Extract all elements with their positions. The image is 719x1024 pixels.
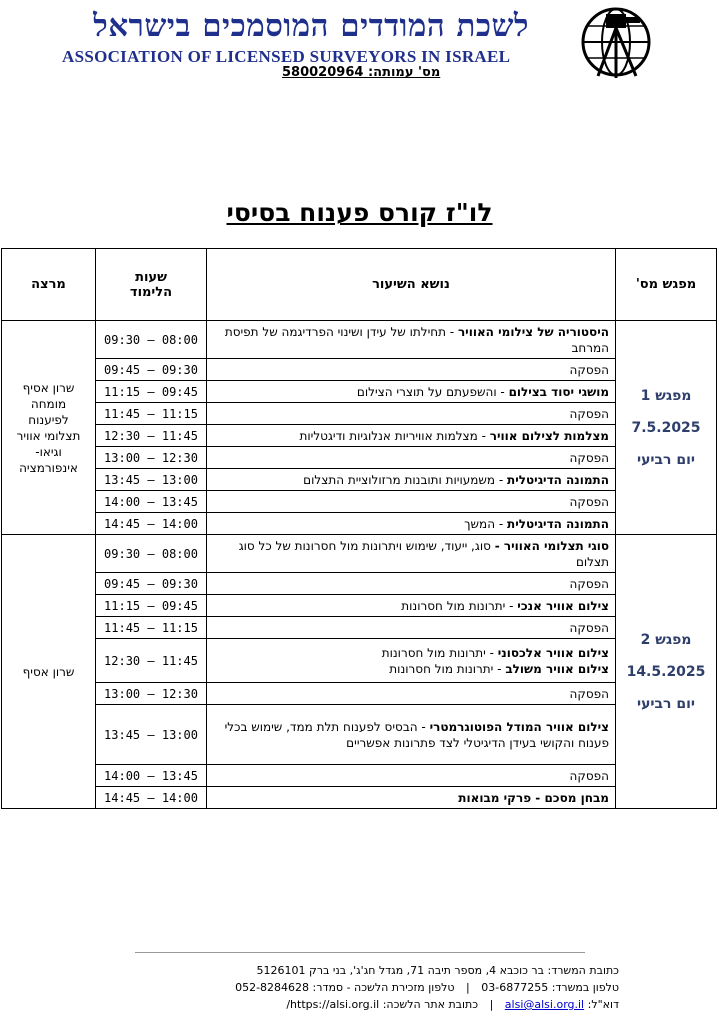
topic-description: - תחילתו של עידן ושינוי הפרדיגמה של תפיסת המרחב [224,324,609,355]
lecturer-line: מומחה [30,396,67,411]
topic-cell [207,535,616,573]
header-hours-line2: הלימוד [129,284,173,300]
table-row [2,381,717,403]
topic-cell [207,469,616,491]
topic-cell [207,447,616,469]
footer-site-url[interactable]: https://alsi.org.il/ [286,998,380,1011]
topic-title: מבחן מסכם - פרקי מבואות [458,790,609,805]
footer-email-label: דוא"ל: [587,998,619,1011]
topic-title: סוגי תצלומי האוויר - [494,538,609,553]
letterhead [0,0,719,90]
table-row [2,403,717,425]
time-cell: 13:00 – 13:45 [96,705,207,765]
topic-title: צילום אוויר אלכסוני [497,645,609,660]
topic-description: הפסקה [569,576,609,591]
topic-title: מצלמות לצילום אוויר [489,428,609,443]
time-cell: 09:45 – 11:15 [96,595,207,617]
time-cell: 13:45 – 14:00 [96,765,207,787]
topic-cell [207,321,616,359]
table-row [2,425,717,447]
session-date: 14.5.2025 [626,663,706,680]
table-row [2,491,717,513]
footer-site-label: כתובת אתר הלשכה: [382,998,479,1011]
table-row [2,469,717,491]
time-cell: 13:00 – 13:45 [96,469,207,491]
time-cell: 08:00 – 09:30 [96,321,207,359]
table-row [2,595,717,617]
footer-phones [235,979,619,996]
topic-cell [207,359,616,381]
session-label: מפגש 1 [640,387,692,404]
footer-email-link[interactable]: alsi@alsi.org.il [504,998,585,1011]
header-hours-line1: שעות [135,269,167,285]
lecturer-line: וגיאו- [35,444,62,459]
topic-cell [207,381,616,403]
topic-description: - משמעויות ותובנות מרזולוציית התצלום [303,472,508,487]
topic-cell [207,705,616,765]
footer [235,962,619,1013]
topic-title: התמונה הדיגיטלית [507,516,609,531]
topic-description: - מצלמות אוויריות אנלוגיות ודיגטליות [299,428,490,443]
topic-cell [207,683,616,705]
footer-address: כתובת המשרד: בר כוכבא 4, מספר תיבה 71, מגדל חג'ג', בני ברק 5126101 [256,964,619,977]
lecturer-line: אינפורמציה [19,460,78,475]
table-row [2,447,717,469]
session-day: יום רביעי [636,695,696,712]
table-row [2,321,717,359]
footer-separator: | [466,981,470,994]
topic-cell [207,639,616,683]
header-topic: נושא השיעור [207,249,616,321]
topic-title: צילום אוויר המודל הפוטוגרמטרי [429,719,609,734]
org-name-english: ASSOCIATION OF LICENSED SURVEYORS IN ISRAEL [62,47,511,66]
time-cell: 09:45 – 11:15 [96,381,207,403]
time-cell: 12:30 – 13:00 [96,683,207,705]
topic-description: הפסקה [569,362,609,377]
topic-description: הפסקה [569,450,609,465]
topic-cell [207,403,616,425]
table-row [2,765,717,787]
time-cell: 14:00 – 14:45 [96,787,207,809]
table-row [2,359,717,381]
table-row [2,683,717,705]
lecturer-line: שרון אסיף [22,664,75,679]
org-name-hebrew: לשכת המודדים המוסמכים בישראל [93,8,529,44]
table-row [2,573,717,595]
topic-title: היסטוריה של צילומי האוויר [457,324,609,339]
time-cell: 11:45 – 12:30 [96,639,207,683]
time-cell: 08:00 – 09:30 [96,535,207,573]
topic-title-2: צילום אוויר משולב [505,661,609,676]
topic-description: סוג, ייעוד, שימוש ויתרונות מול חסרונות של כל סוג תצלום [238,538,609,569]
topic-cell [207,573,616,595]
topic-cell [207,425,616,447]
time-cell: 12:30 – 13:00 [96,447,207,469]
topic-description-2: - יתרונות מול חסרונות [389,661,506,676]
lecturer-line: תצלומי אוויר [16,428,81,443]
topic-title: מושגי יסוד בצילום [508,384,609,399]
topic-description: הפסקה [569,620,609,635]
topic-description: הפסקה [569,768,609,783]
topic-description: - יתרונות מול חסרונות [381,645,498,660]
header-session: מפגש מס' [616,249,717,321]
lecturer-line: לפיענוח [28,412,69,427]
topic-description: - הבסיס לפענוח תלת ממד, שימוש בכלי פענוח והקושי בעידן הדיגיטלי לצד פתרונות אפשריים [224,719,609,750]
footer-phone-office: טלפון במשרד: 03-6877255 [481,981,619,994]
time-cell: 13:45 – 14:00 [96,491,207,513]
time-cell: 11:15 – 11:45 [96,617,207,639]
footer-separator-2: | [489,998,494,1011]
lecturer-cell [2,535,96,809]
footer-phone-secretary: טלפון מזכירת הלשכה - סמדר: 052-8284628 [235,981,455,994]
topic-cell [207,595,616,617]
time-cell: 09:30 – 09:45 [96,359,207,381]
topic-cell [207,513,616,535]
topic-description: הפסקה [569,494,609,509]
time-cell: 11:15 – 11:45 [96,403,207,425]
session-info-cell [616,535,717,809]
topic-description: הפסקה [569,406,609,421]
table-row [2,617,717,639]
time-cell: 14:00 – 14:45 [96,513,207,535]
table-row [2,513,717,535]
page-title: לו"ז קורס פענוח בסיסי [226,198,493,227]
table-row [2,787,717,809]
session-info-cell [616,321,717,535]
session-day: יום רביעי [636,451,696,468]
topic-description: הפסקה [569,686,609,701]
footer-divider [135,952,585,953]
footer-contacts [235,996,619,1013]
table-row [2,705,717,765]
topic-cell [207,491,616,513]
table-header-row [2,249,717,321]
table-row [2,639,717,683]
time-cell: 11:45 – 12:30 [96,425,207,447]
topic-cell [207,765,616,787]
header-hours [96,249,207,321]
session-date: 7.5.2025 [631,419,701,436]
topic-title: התמונה הדיגיטלית [507,472,609,487]
topic-description: - יתרונות מול חסרונות [401,598,518,613]
lecturer-cell [2,321,96,535]
topic-title: צילום אוויר אנכי [517,598,609,613]
topic-cell [207,617,616,639]
surveyor-globe-logo-icon [578,4,658,82]
schedule-table [1,248,717,809]
amuta-number: מס' עמותה: 580020964 [282,65,441,80]
session-label: מפגש 2 [640,631,692,648]
header-lecturer: מרצה [2,249,96,321]
topic-description: - המשך [464,516,508,531]
time-cell: 09:30 – 09:45 [96,573,207,595]
lecturer-line: שרון אסיף [22,380,75,395]
table-row [2,535,717,573]
topic-cell [207,787,616,809]
topic-description: - והשפעתם על תוצרי הצילום [356,384,509,399]
schedule-body [2,321,717,809]
